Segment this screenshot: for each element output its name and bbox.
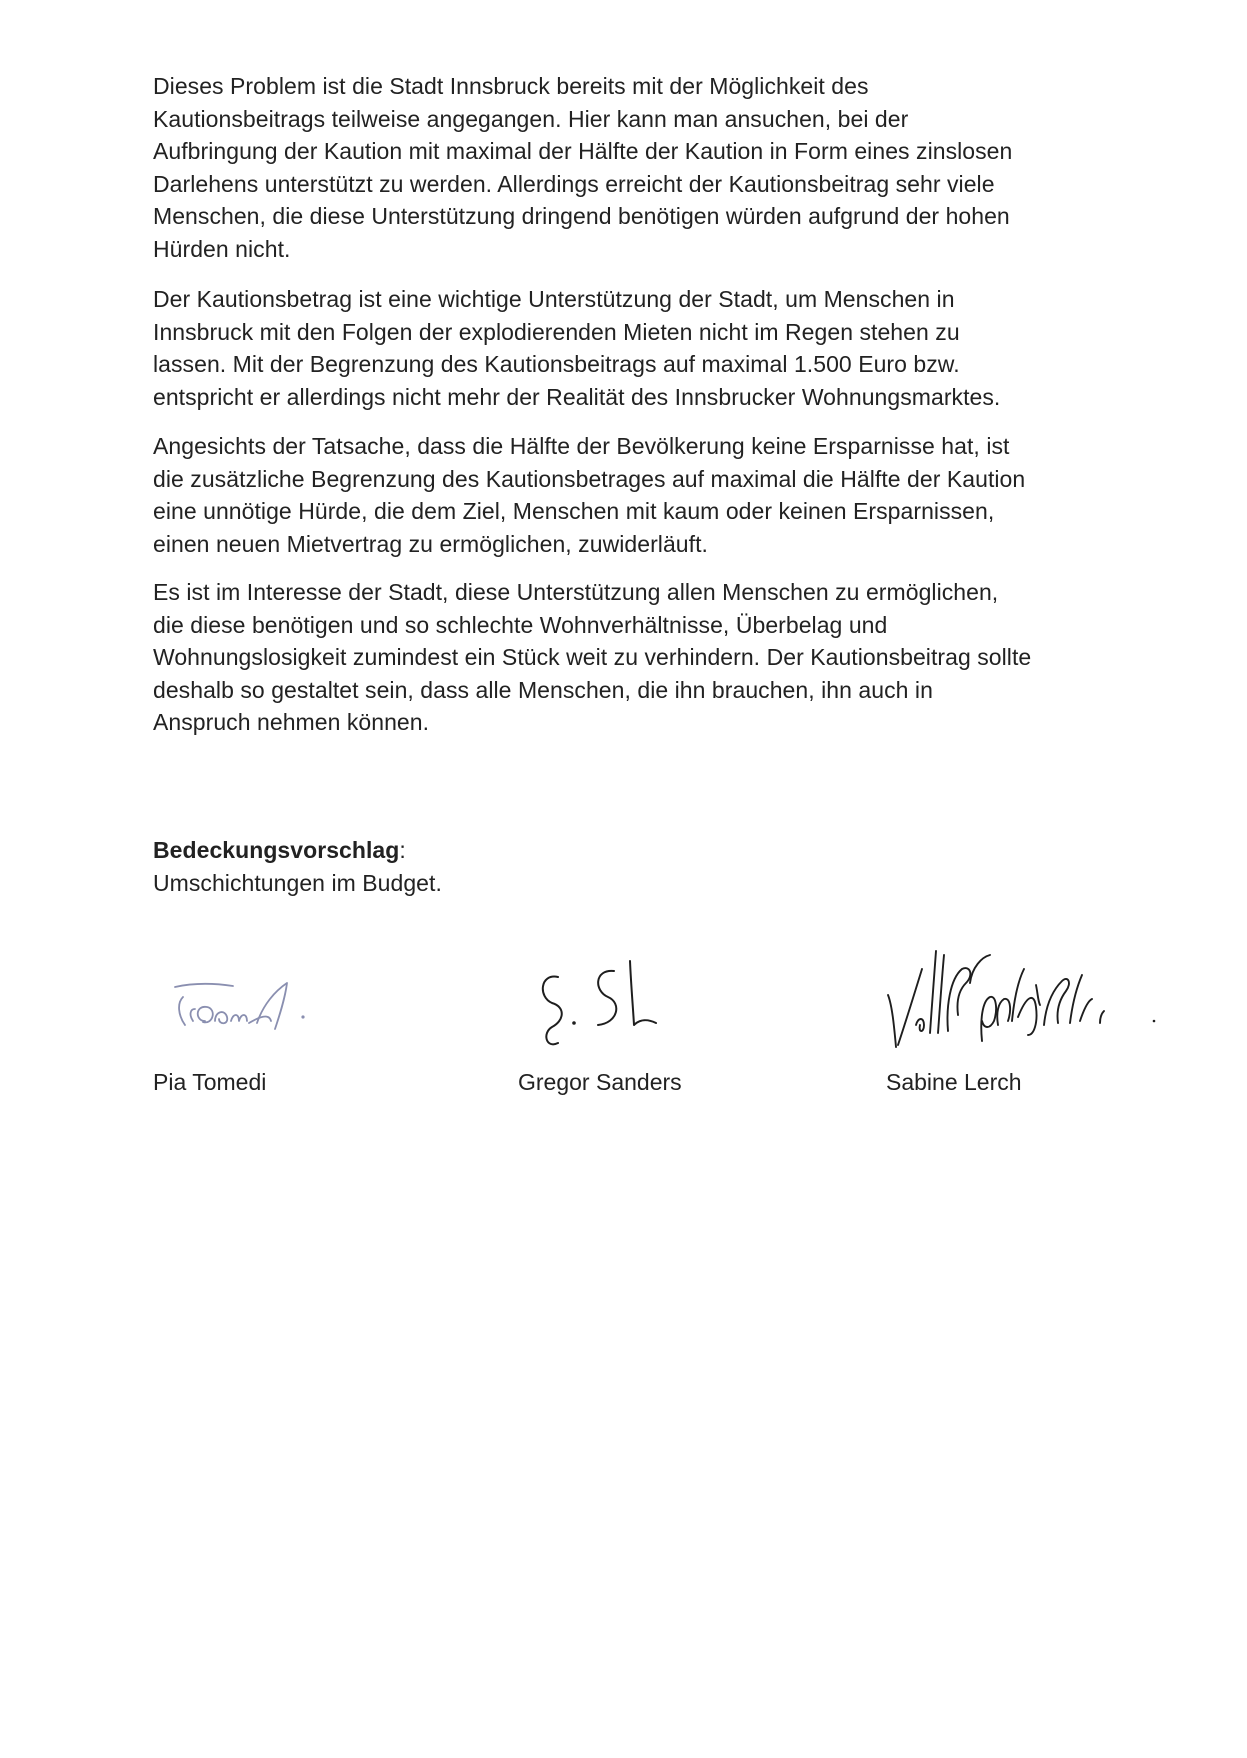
signatory-name: Sabine Lerch — [886, 1069, 1022, 1095]
paragraph-line: lassen. Mit der Begrenzung des Kautionsbeitrags auf maximal 1.500 Euro bzw. — [153, 351, 960, 378]
paragraph-line: Wohnungslosigkeit zumindest ein Stück weit zu verhindern. Der Kautionsbeitrag sollte — [153, 644, 1032, 671]
paragraph-line: einen neuen Mietvertrag zu ermöglichen, zuwiderläuft. — [153, 530, 708, 557]
paragraph-line: Aufbringung der Kaution mit maximal der Hälfte der Kaution in Form eines zinslosen — [153, 138, 1013, 165]
paragraph-savings-hurdle — [153, 430, 1153, 560]
paragraph-city-interest — [153, 576, 1153, 739]
coverage-heading: Bedeckungsvorschlag — [153, 837, 400, 863]
coverage-heading-line — [153, 834, 1153, 867]
paragraph-line: Innsbruck mit den Folgen der explodierenden Mieten nicht im Regen stehen zu — [153, 318, 960, 345]
paragraph-line: eine unnötige Hürde, die dem Ziel, Menschen mit kaum oder keinen Ersparnissen, — [153, 498, 995, 525]
paragraph-line: Der Kautionsbetrag ist eine wichtige Unterstützung der Stadt, um Menschen in — [153, 286, 955, 312]
coverage-heading-colon: : — [399, 837, 406, 863]
paragraph-line: Hürden nicht. — [153, 235, 291, 262]
signature-block-gregor-sanders — [518, 925, 778, 1105]
paragraph-line: Anspruch nehmen können. — [153, 709, 430, 736]
coverage-proposal — [153, 834, 1153, 899]
paragraph-deposit-grant-intro — [153, 70, 1153, 266]
signatory-name: Pia Tomedi — [153, 1069, 267, 1095]
signatory-name: Gregor Sanders — [518, 1069, 682, 1095]
paragraph-line: Dieses Problem ist die Stadt Innsbruck bereits mit der Möglichkeit des — [153, 73, 869, 99]
paragraph-line: Kautionsbeitrags teilweise angegangen. Hier kann man ansuchen, bei der — [153, 105, 909, 132]
handwritten-signature-sabine-lerch — [886, 925, 1186, 1055]
paragraph-line: die diese benötigen und so schlechte Wohnverhältnisse, Überbelag und — [153, 611, 888, 638]
paragraph-line: Angesichts der Tatsache, dass die Hälfte der Bevölkerung keine Ersparnisse hat, ist — [153, 433, 1010, 459]
paragraph-line: Darlehens unterstützt zu werden. Allerdings erreicht der Kautionsbeitrag sehr viele — [153, 170, 995, 197]
handwritten-signature-pia-tomedi — [153, 925, 393, 1045]
paragraph-line: deshalb so gestaltet sein, dass alle Menschen, die ihn brauchen, ihn auch in — [153, 676, 933, 703]
signature-block-sabine-lerch — [886, 925, 1186, 1105]
paragraph-line: Es ist im Interesse der Stadt, diese Unterstützung allen Menschen zu ermöglichen, — [153, 579, 999, 605]
handwritten-signature-gregor-sanders — [518, 925, 758, 1055]
paragraph-deposit-limit — [153, 283, 1153, 413]
coverage-text: Umschichtungen im Budget. — [153, 869, 442, 896]
paragraph-line: entspricht er allerdings nicht mehr der Realität des Innsbrucker Wohnungsmarktes. — [153, 383, 1001, 410]
paragraph-line: die zusätzliche Begrenzung des Kautionsbetrages auf maximal die Hälfte der Kaution — [153, 465, 1026, 492]
paragraph-line: Menschen, die diese Unterstützung dringend benötigen würden aufgrund der hohen — [153, 203, 1010, 230]
signature-block-pia-tomedi — [153, 925, 413, 1105]
